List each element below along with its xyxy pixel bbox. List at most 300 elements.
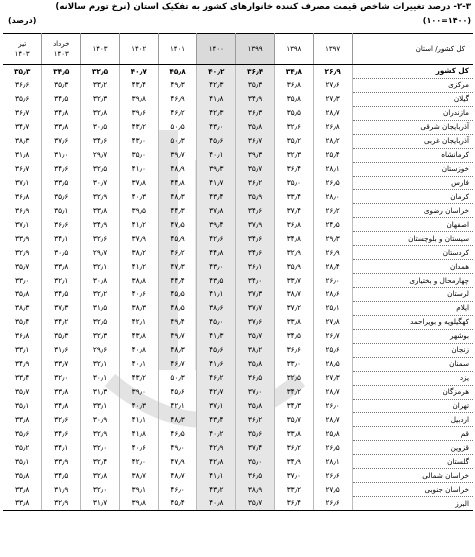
value-cell: ۳۴٫۲: [274, 385, 313, 399]
value-cell: ۴۳٫۸: [119, 329, 158, 343]
province-cell: گلستان: [352, 455, 473, 469]
value-cell: ۳۸٫۹: [236, 483, 275, 497]
value-cell: ۳۶٫۴: [274, 162, 313, 176]
value-cell: ۳۷٫۲: [274, 301, 313, 315]
value-cell: ۴۰٫۱: [197, 148, 236, 162]
value-cell: ۲۸٫۱: [313, 455, 352, 469]
province-cell: فارس: [352, 176, 473, 190]
value-cell: ۴۲٫۱: [158, 399, 197, 413]
value-cell: ۳۰٫۱: [81, 371, 120, 385]
value-cell: ۳۱٫۵: [81, 301, 120, 315]
value-cell: ۲۹٫۷: [81, 148, 120, 162]
value-cell: ۳۵٫۷: [274, 413, 313, 427]
value-cell: ۳۵٫۰: [119, 148, 158, 162]
value-cell: ۳۶٫۶: [274, 343, 313, 357]
value-cell: ۳۹٫۸: [119, 92, 158, 106]
value-cell: ۲۸٫۷: [313, 385, 352, 399]
value-cell: ۳۴٫۸: [42, 399, 81, 413]
value-cell: ۳۷٫۱: [15, 219, 30, 229]
value-cell: ۳۴٫۵: [274, 329, 313, 343]
value-cell: ۳۲٫۱: [42, 274, 81, 288]
value-cell: ۴۸٫۷: [158, 469, 197, 483]
province-cell: خراسان شمالی: [352, 469, 473, 483]
value-cell: ۳۱٫۸: [15, 150, 30, 160]
value-cell: ۳۶٫۶: [15, 80, 30, 90]
value-cell: ۴۶٫۷: [158, 357, 197, 371]
value-cell: ۲۶٫۶: [313, 497, 352, 511]
value-cell: ۳۲٫۶: [81, 232, 120, 246]
value-cell: ۴۶٫۰: [158, 483, 197, 497]
value-cell: ۲۶٫۹: [313, 246, 352, 260]
value-cell: ۳۵٫۱: [15, 456, 30, 466]
table-row: [3, 162, 473, 176]
province-cell: هرمزگان: [352, 385, 473, 399]
province-cell: مازندران: [352, 106, 473, 120]
value-cell: ۳۲٫۵: [81, 315, 120, 329]
value-cell: ۳۳٫۰: [15, 275, 30, 285]
month-name: تیر: [18, 40, 27, 48]
table-row: [3, 148, 473, 162]
table-row: [3, 190, 473, 204]
value-cell: ۳۳٫۷: [42, 357, 81, 371]
value-cell: ۳۴٫۲: [42, 315, 81, 329]
value-cell: ۳۱٫۰: [42, 148, 81, 162]
value-cell: ۳۳٫۸: [15, 484, 30, 494]
value-cell: ۳۶٫۳: [236, 106, 275, 120]
value-cell: ۴۲٫۱: [119, 315, 158, 329]
value-cell: ۵۰٫۳: [158, 134, 197, 148]
value-cell: ۳۵٫۲: [274, 134, 313, 148]
value-cell: ۳۸٫۲: [236, 343, 275, 357]
value-cell: ۳۹٫۴: [197, 218, 236, 232]
value-cell: ۲۸٫۵: [313, 357, 352, 371]
value-cell: ۳۰٫۵: [42, 246, 81, 260]
value-cell: ۴۵٫۶: [197, 134, 236, 148]
table-row: [3, 385, 473, 399]
province-cell: خوزستان: [352, 162, 473, 176]
value-cell: ۳۴٫۹: [15, 359, 30, 369]
month-year: ۱۴۰۳: [53, 50, 69, 58]
value-cell: ۳۴٫۵: [42, 288, 81, 302]
province-cell: همدان: [352, 260, 473, 274]
value-cell: ۳۲٫۰: [81, 441, 120, 455]
value-cell: ۲۶٫۰: [313, 274, 352, 288]
unit-label: (درصد): [8, 16, 37, 25]
value-cell: ۳۵٫۳: [42, 329, 81, 343]
value-cell: ۳۳٫۲: [81, 78, 120, 92]
value-cell: ۳۷٫۹: [236, 218, 275, 232]
value-cell: ۴۰٫۲: [197, 65, 236, 79]
value-cell: ۳۵٫۸: [236, 357, 275, 371]
province-cell: مرکزی: [352, 78, 473, 92]
value-cell: ۳۸٫۳: [119, 301, 158, 315]
value-cell: ۳۵٫۶: [15, 428, 30, 438]
province-cell: سمنان: [352, 357, 473, 371]
value-cell: ۳۷٫۴: [274, 204, 313, 218]
table-row: [3, 176, 473, 190]
month-header: [3, 34, 42, 65]
value-cell: ۴۵٫۵: [158, 288, 197, 302]
province-cell: کردستان: [352, 246, 473, 260]
value-cell: ۴۱٫۰: [119, 162, 158, 176]
value-cell: ۴۳٫۲: [119, 371, 158, 385]
value-cell: ۳۵٫۰: [236, 455, 275, 469]
value-cell: ۴۸٫۳: [158, 190, 197, 204]
province-cell: البرز: [352, 497, 473, 511]
province-cell: سیستان و بلوچستان: [352, 232, 473, 246]
value-cell: ۳۲٫۳: [81, 92, 120, 106]
value-cell: ۳۲٫۱: [81, 357, 120, 371]
table-title: ۲-۳- درصد تغییرات شاخص قیمت مصرف کننده خانوارهای کشور به تفکیک استان (نرخ تورم سالانه): [55, 2, 471, 12]
value-cell: ۳۴٫۹: [274, 455, 313, 469]
value-cell: ۳۵٫۳: [14, 66, 31, 76]
value-cell: ۳۸٫۸: [119, 274, 158, 288]
value-cell: ۳۷٫۴: [236, 441, 275, 455]
value-cell: ۴۷٫۳: [158, 260, 197, 274]
table-row: [3, 427, 473, 441]
value-cell: ۳۲٫۳: [81, 329, 120, 343]
value-cell: ۳۰٫۸: [81, 274, 120, 288]
year-header: ۱۴۰۳: [81, 34, 120, 65]
value-cell: ۴۲٫۳: [197, 106, 236, 120]
province-cell: کرمان: [352, 190, 473, 204]
value-cell: ۳۳٫۱: [15, 345, 30, 355]
table-row: [3, 92, 473, 106]
table-row: [3, 288, 473, 302]
value-cell: ۳۶٫۴: [236, 65, 275, 79]
value-cell: ۴۲٫۶: [197, 232, 236, 246]
value-cell: ۴۱٫۱: [197, 288, 236, 302]
value-cell: ۴۴٫۸: [197, 246, 236, 260]
value-cell: ۳۵٫۸: [236, 120, 275, 134]
province-cell: لرستان: [352, 288, 473, 302]
value-cell: ۳۵٫۱: [15, 400, 30, 410]
value-cell: ۴۵٫۴: [158, 497, 197, 511]
table-row: [3, 497, 473, 511]
value-cell: ۳۵٫۴: [15, 317, 30, 327]
value-cell: ۳۴٫۶: [236, 204, 275, 218]
value-cell: ۳۷٫۶: [236, 315, 275, 329]
value-cell: ۳۲٫۰: [42, 371, 81, 385]
value-cell: ۳۳٫۸: [274, 427, 313, 441]
value-cell: ۴۰٫۷: [119, 65, 158, 79]
table-body: [3, 65, 473, 511]
value-cell: ۳۴٫۳: [274, 399, 313, 413]
province-cell: اصفهان: [352, 218, 473, 232]
value-cell: ۳۳٫۸: [42, 385, 81, 399]
table-row: [3, 204, 473, 218]
value-cell: ۳۶٫۷: [236, 134, 275, 148]
value-cell: ۴۹٫۰: [158, 441, 197, 455]
value-cell: ۳۷٫۹: [119, 232, 158, 246]
value-cell: ۳۸٫۷: [119, 469, 158, 483]
value-cell: ۲۶٫۵: [313, 441, 352, 455]
value-cell: ۳۶٫۸: [274, 78, 313, 92]
value-cell: ۴۱٫۳: [197, 329, 236, 343]
value-cell: ۴۱٫۱: [119, 413, 158, 427]
value-cell: ۳۴٫۸: [274, 65, 313, 79]
value-cell: ۲۶٫۶: [313, 469, 352, 483]
value-cell: ۳۵٫۱: [42, 204, 81, 218]
value-cell: ۳۷٫۰: [274, 469, 313, 483]
value-cell: ۳۴٫۰: [236, 274, 275, 288]
value-cell: ۳۶٫۸: [274, 218, 313, 232]
table-row: [3, 329, 473, 343]
value-cell: ۳۵٫۹: [236, 190, 275, 204]
year-header: ۱۴۰۱: [158, 34, 197, 65]
province-cell: قم: [352, 427, 473, 441]
value-cell: ۳۰٫۹: [81, 413, 120, 427]
value-cell: ۲۸٫۰: [313, 190, 352, 204]
value-cell: ۳۷٫۰: [236, 385, 275, 399]
value-cell: ۴۱٫۲: [119, 260, 158, 274]
value-cell: ۳۵٫۳: [42, 78, 81, 92]
value-cell: ۳۲٫۴: [81, 455, 120, 469]
value-cell: ۴۵٫۸: [158, 65, 197, 79]
year-header: ۱۳۹۹: [236, 34, 275, 65]
value-cell: ۳۷٫۶: [42, 134, 81, 148]
value-cell: ۴۲٫۰: [119, 455, 158, 469]
value-cell: ۴۵٫۶: [197, 343, 236, 357]
value-cell: ۳۶٫۲: [274, 441, 313, 455]
value-cell: ۳۵٫۸: [15, 470, 30, 480]
value-cell: ۳۹٫۸: [119, 497, 158, 511]
value-cell: ۲۸٫۷: [313, 413, 352, 427]
value-cell: ۳۳٫۸: [42, 120, 81, 134]
value-cell: ۳۲٫۰: [81, 483, 120, 497]
value-cell: ۳۳٫۸: [15, 414, 30, 424]
value-cell: ۴۱٫۲: [119, 218, 158, 232]
value-cell: ۴۲٫۸: [197, 455, 236, 469]
table-row: [3, 371, 473, 385]
month-year: ۱۴۰۳: [14, 50, 30, 58]
value-cell: ۳۴٫۵: [42, 469, 81, 483]
value-cell: ۲۸٫۶: [313, 288, 352, 302]
table-row: [3, 120, 473, 134]
value-cell: ۴۳٫۰: [197, 260, 236, 274]
value-cell: ۳۵٫۷: [236, 329, 275, 343]
value-cell: ۳۲٫۹: [274, 246, 313, 260]
year-header: ۱۳۹۷: [313, 34, 352, 65]
value-cell: ۴۶٫۲: [158, 106, 197, 120]
month-name: خرداد: [53, 40, 70, 48]
province-cell: زنجان: [352, 343, 473, 357]
value-cell: ۴۳٫۴: [119, 78, 158, 92]
table-row: [3, 106, 473, 120]
value-cell: ۳۳٫۹: [42, 455, 81, 469]
value-cell: ۴۳٫۴: [197, 190, 236, 204]
value-cell: ۳۱٫۷: [81, 497, 120, 511]
value-cell: ۳۲٫۵: [81, 162, 120, 176]
value-cell: ۴۸٫۳: [158, 343, 197, 357]
value-cell: ۳۷٫۳: [236, 288, 275, 302]
value-cell: ۳۲٫۲: [81, 288, 120, 302]
value-cell: ۳۲٫۱: [81, 260, 120, 274]
province-cell: آذربایجان شرقی: [352, 120, 473, 134]
value-cell: ۳۷٫۷: [236, 301, 275, 315]
value-cell: ۵۰٫۳: [158, 371, 197, 385]
year-header: ۱۳۹۸: [274, 34, 313, 65]
value-cell: ۲۷٫۵: [313, 483, 352, 497]
table-row: [3, 399, 473, 413]
value-cell: ۴۳٫۲: [197, 483, 236, 497]
document-header: [0, 0, 475, 30]
value-cell: ۳۲٫۵: [81, 65, 120, 79]
value-cell: ۴۰٫۲: [197, 427, 236, 441]
value-cell: ۳۵٫۷: [15, 261, 30, 271]
inflation-table: [3, 33, 473, 511]
value-cell: ۳۷٫۱: [15, 177, 30, 187]
value-cell: ۴۰٫۳: [119, 399, 158, 413]
value-cell: ۴۰٫۱: [119, 357, 158, 371]
value-cell: ۴۲٫۹: [197, 441, 236, 455]
value-cell: ۳۸٫۳: [15, 303, 30, 313]
value-cell: ۳۲٫۵: [274, 371, 313, 385]
value-cell: ۳۴٫۶: [236, 232, 275, 246]
value-cell: ۳۳٫۷: [274, 274, 313, 288]
value-cell: ۲۹٫۳: [313, 232, 352, 246]
table-row: [3, 441, 473, 455]
value-cell: ۳۰٫۵: [81, 120, 120, 134]
value-cell: ۲۶٫۵: [313, 176, 352, 190]
value-cell: ۳۸٫۲: [119, 246, 158, 260]
province-cell: کرمانشاه: [352, 148, 473, 162]
value-cell: ۴۲٫۳: [197, 78, 236, 92]
province-cell: چهارمحال و بختیاری: [352, 274, 473, 288]
value-cell: ۴۱٫۸: [119, 427, 158, 441]
table-row: [3, 413, 473, 427]
province-column-header: کل کشور/ استان: [352, 34, 473, 65]
value-cell: ۴۴٫۳: [158, 204, 197, 218]
value-cell: ۲۹٫۷: [81, 246, 120, 260]
value-cell: ۳۷٫۳: [42, 301, 81, 315]
value-cell: ۳۵٫۷: [236, 497, 275, 511]
value-cell: ۳۵٫۸: [274, 92, 313, 106]
value-cell: ۲۷٫۳: [313, 92, 352, 106]
table-row: [3, 315, 473, 329]
value-cell: ۳۵٫۷: [15, 387, 30, 397]
province-cell: آذربایجان غربی: [352, 134, 473, 148]
province-cell: قزوین: [352, 441, 473, 455]
value-cell: ۳۶٫۵: [236, 469, 275, 483]
province-cell: بوشهر: [352, 329, 473, 343]
value-cell: ۴۰٫۶: [119, 288, 158, 302]
province-cell: ایلام: [352, 301, 473, 315]
value-cell: ۴۸٫۳: [158, 413, 197, 427]
value-cell: ۳۵٫۳: [236, 78, 275, 92]
value-cell: ۳۹٫۳: [236, 148, 275, 162]
value-cell: ۳۲٫۶: [274, 120, 313, 134]
value-cell: ۳۲٫۸: [81, 106, 120, 120]
value-cell: ۳۹٫۶: [119, 106, 158, 120]
value-cell: ۳۳٫۰: [274, 357, 313, 371]
value-cell: ۳۲٫۹: [42, 497, 81, 511]
value-cell: ۳۰٫۷: [81, 176, 120, 190]
value-cell: ۳۴٫۸: [42, 106, 81, 120]
table-row: [3, 274, 473, 288]
value-cell: ۴۹٫۷: [158, 329, 197, 343]
value-cell: ۴۶٫۹: [158, 92, 197, 106]
value-cell: ۳۳٫۸: [42, 260, 81, 274]
value-cell: ۴۳٫۵: [197, 274, 236, 288]
value-cell: ۳۶٫۲: [236, 176, 275, 190]
value-cell: ۳۱٫۳: [81, 385, 120, 399]
value-cell: ۴۶٫۵: [158, 427, 197, 441]
value-cell: ۲۵٫۱: [313, 301, 352, 315]
value-cell: ۳۲٫۹: [81, 190, 120, 204]
value-cell: ۳۴٫۹: [81, 218, 120, 232]
value-cell: ۳۶٫۶: [42, 218, 81, 232]
value-cell: ۲۸٫۲: [313, 134, 352, 148]
table-row: [3, 134, 473, 148]
value-cell: ۳۴٫۸: [274, 232, 313, 246]
value-cell: ۴۶٫۲: [158, 246, 197, 260]
value-cell: ۳۳٫۸: [274, 315, 313, 329]
province-cell: کل کشور: [352, 65, 473, 79]
province-cell: خراسان رضوی: [352, 204, 473, 218]
value-cell: ۲۶٫۹: [313, 65, 352, 79]
value-cell: ۲۴٫۵: [313, 218, 352, 232]
value-cell: ۴۶٫۲: [197, 371, 236, 385]
value-cell: ۳۱٫۹: [42, 483, 81, 497]
value-cell: ۳۷٫۸: [197, 204, 236, 218]
value-cell: ۳۸٫۳: [15, 136, 30, 146]
value-cell: ۳۴٫۶: [42, 162, 81, 176]
value-cell: ۴۳٫۴: [197, 413, 236, 427]
value-cell: ۴۲٫۷: [197, 385, 236, 399]
value-cell: ۴۵٫۰: [197, 315, 236, 329]
value-cell: ۳۲٫۶: [42, 413, 81, 427]
value-cell: ۳۳٫۵: [42, 176, 81, 190]
value-cell: ۳۵٫۸: [236, 399, 275, 413]
value-cell: ۳۳٫۴: [274, 190, 313, 204]
value-cell: ۳۵٫۷: [236, 162, 275, 176]
table-row: [3, 455, 473, 469]
value-cell: ۲۶٫۷: [313, 329, 352, 343]
value-cell: ۳۹٫۷: [158, 148, 197, 162]
value-cell: ۲۹٫۶: [81, 343, 120, 357]
value-cell: ۲۷٫۳: [313, 371, 352, 385]
value-cell: ۳۵٫۹: [274, 260, 313, 274]
value-cell: ۳۵٫۵: [274, 106, 313, 120]
value-cell: ۴۳٫۲: [119, 120, 158, 134]
value-cell: ۴۴٫۸: [158, 176, 197, 190]
value-cell: ۴۹٫۴: [158, 315, 197, 329]
value-cell: ۳۶٫۷: [15, 164, 30, 174]
value-cell: ۴۷٫۹: [158, 455, 197, 469]
value-cell: ۵۰٫۵: [158, 120, 197, 134]
table-row: [3, 232, 473, 246]
value-cell: ۴۰٫۸: [197, 497, 236, 511]
table-row: [3, 483, 473, 497]
value-cell: ۲۶٫۲: [313, 204, 352, 218]
value-cell: ۴۴٫۴: [158, 274, 197, 288]
table-row: [3, 246, 473, 260]
value-cell: ۲۸٫۷: [313, 106, 352, 120]
value-cell: ۳۵٫۶: [15, 94, 30, 104]
value-cell: ۳۳٫۱: [81, 399, 120, 413]
value-cell: ۴۱٫۶: [197, 357, 236, 371]
value-cell: ۴۱٫۸: [197, 92, 236, 106]
value-cell: ۳۵٫۶: [236, 427, 275, 441]
table-header: [3, 34, 473, 65]
value-cell: ۲۷٫۸: [313, 315, 352, 329]
province-cell: تهران: [352, 399, 473, 413]
value-cell: ۲۵٫۶: [313, 343, 352, 357]
value-cell: ۳۹٫۰: [119, 385, 158, 399]
table-row: [3, 343, 473, 357]
value-cell: ۳۴٫۹: [236, 92, 275, 106]
